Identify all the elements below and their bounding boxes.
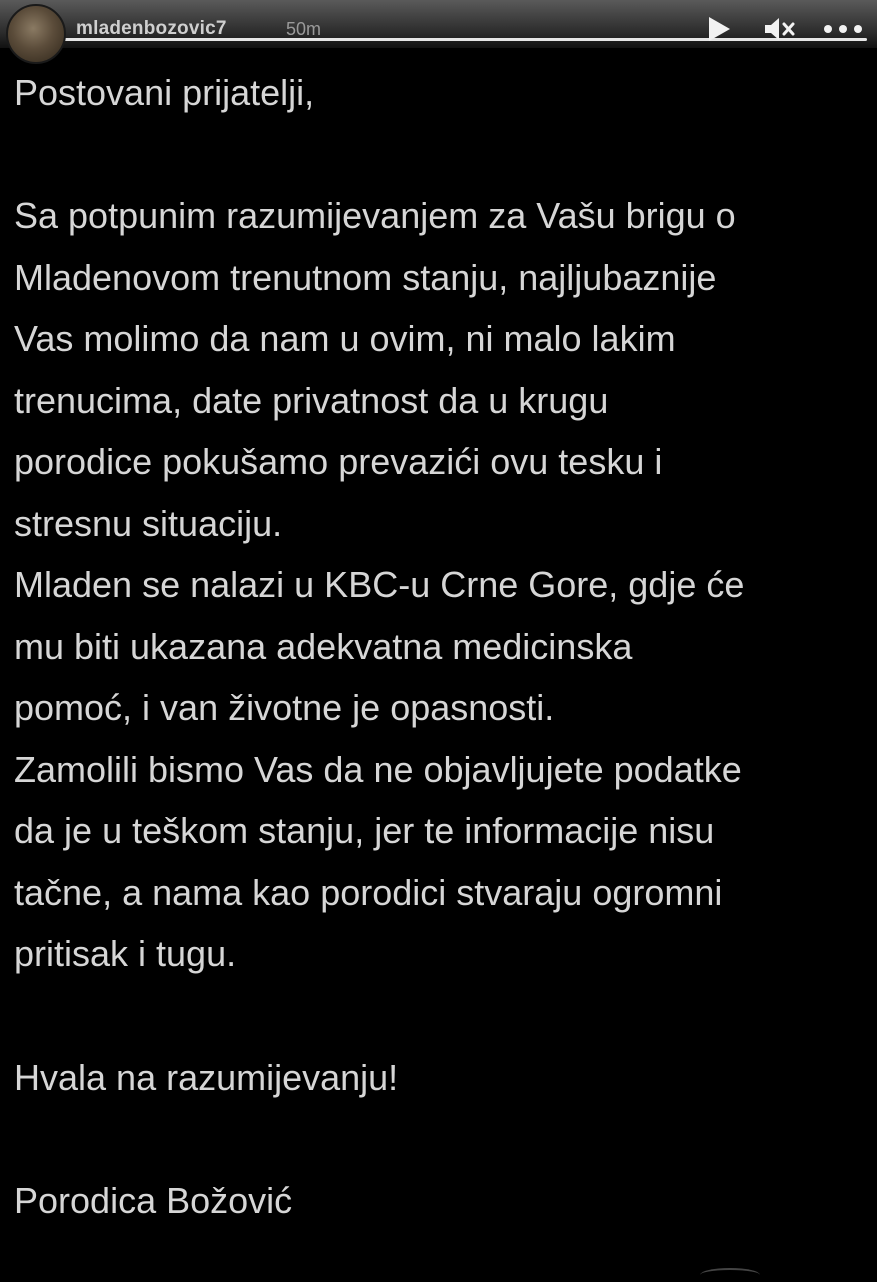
message-line: Vas molimo da nam u ovim, ni malo lakim xyxy=(14,318,676,359)
message-line: mu biti ukazana adekvatna medicinska xyxy=(14,625,633,667)
message-line: Mladenovom trenutnom stanju, najljubaznije xyxy=(14,256,717,298)
story-header xyxy=(0,0,877,48)
mute-button[interactable] xyxy=(760,14,800,44)
message-thanks: Hvala na razumijevanju! xyxy=(14,1056,399,1098)
story-message xyxy=(14,62,874,1232)
message-line: Zamolili bismo Vas da ne objavljujete podatke xyxy=(14,748,742,790)
message-signature: Porodica Božović xyxy=(14,1180,293,1221)
message-line: Sa potpunim razumijevanjem za Vašu brigu o xyxy=(14,195,736,236)
post-time: 50m xyxy=(286,19,322,39)
more-icon xyxy=(823,24,863,34)
message-line: pomoć, i van životne je opasnosti. xyxy=(14,687,555,728)
message-line: pritisak i tugu. xyxy=(14,933,237,974)
message-greeting: Postovani prijatelji, xyxy=(14,72,315,113)
message-line: tačne, a nama kao porodici stvaraju ogromni xyxy=(14,871,723,913)
message-line: stresnu situaciju. xyxy=(14,502,283,544)
mute-icon xyxy=(763,15,797,43)
message-line: trenucima, date privatnost da u krugu xyxy=(14,379,609,421)
more-options-button[interactable] xyxy=(818,14,868,44)
message-line: Mladen se nalazi u KBC-u Crne Gore, gdje će xyxy=(14,564,745,605)
play-button[interactable] xyxy=(702,14,736,44)
message-line: da je u teškom stanju, jer te informacije nisu xyxy=(14,810,715,851)
avatar[interactable] xyxy=(6,4,66,64)
message-line: porodice pokušamo prevazići ovu tesku i xyxy=(14,441,663,482)
username[interactable]: mladenbozovic7 xyxy=(76,18,227,39)
play-icon xyxy=(706,15,732,43)
